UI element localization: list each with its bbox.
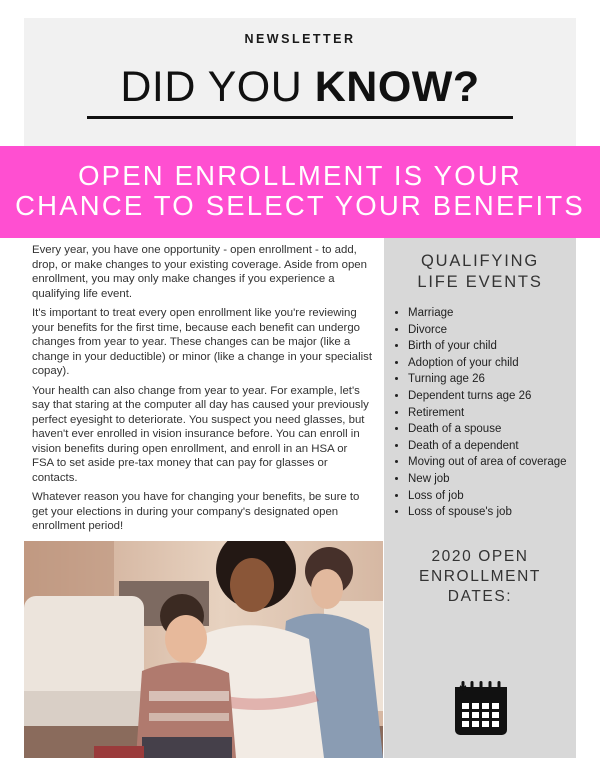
newsletter-label: NEWSLETTER <box>244 32 356 46</box>
article-paragraph: Every year, you have one opportunity - open enrollment - to add, drop, or make changes to your existing coverage. Aside from open enrollment, you may only make changes if you experience a qualifying life event. <box>32 244 367 300</box>
headline-banner <box>0 146 600 238</box>
dates-line-2: ENROLLMENT <box>419 568 541 585</box>
banner-line-2: CHANCE TO SELECT YOUR BENEFITS <box>15 190 585 221</box>
qualifying-events-sidebar <box>384 238 576 758</box>
list-item: • Loss of spouse's job <box>408 504 588 521</box>
banner-text <box>0 161 600 221</box>
title-bold: KNOW? <box>314 63 480 111</box>
list-item: • Divorce <box>408 322 588 339</box>
dates-line-3: DATES: <box>447 588 513 605</box>
title-regular: DID YOU <box>120 63 315 111</box>
list-item: • New job <box>408 471 588 488</box>
list-item: • Dependent turns age 26 <box>408 388 588 405</box>
list-item: • Death of a dependent <box>408 438 588 455</box>
title-underline <box>87 116 513 119</box>
article-paragraph: It's important to treat every open enrollment like you're reviewing your benefits for the first time, because each benefit can undergo changes from year to year. These changes can be major (like a change in your deductible) or minor (like a change in your specialist copay). <box>32 307 373 377</box>
dates-line-1: 2020 OPEN <box>431 548 529 565</box>
list-item: • Retirement <box>408 405 588 422</box>
calendar-icon <box>453 679 509 737</box>
article-paragraph: Whatever reason you have for changing your benefits, be sure to get your elections in during your company's designated open enrollment period! <box>32 491 360 532</box>
article-body <box>32 243 372 539</box>
header-panel <box>24 18 576 146</box>
list-item: • Moving out of area of coverage <box>408 454 588 471</box>
list-item: • Death of a spouse <box>408 421 588 438</box>
family-photo <box>24 541 383 758</box>
family-photo-illustration <box>24 541 383 758</box>
sidebar-title <box>384 251 576 293</box>
article-paragraph: Your health can also change from year to year. For example, let's say that staring at the computer all day has caused your previously perfect eyesight to deteriorate. You suspect you need glasses, but haven't ever enrolled in vision insurance before. You can enroll in vision benefits during open enrollment, and enroll in an HSA or FSA to set aside pre-tax money that can pay for glasses or contacts. <box>32 384 369 484</box>
list-item: • Loss of job <box>408 488 588 505</box>
sidebar-title-line-1: QUALIFYING <box>421 252 539 270</box>
list-item: • Adoption of your child <box>408 355 588 372</box>
list-item: • Turning age 26 <box>408 371 588 388</box>
sidebar-title-line-2: LIFE EVENTS <box>417 273 543 291</box>
life-events-list <box>394 305 588 521</box>
banner-line-1: OPEN ENROLLMENT IS YOUR <box>78 160 522 191</box>
page-title <box>24 63 576 111</box>
list-item: • Marriage <box>408 305 588 322</box>
list-item: • Birth of your child <box>408 338 588 355</box>
enrollment-dates-heading <box>384 547 576 607</box>
